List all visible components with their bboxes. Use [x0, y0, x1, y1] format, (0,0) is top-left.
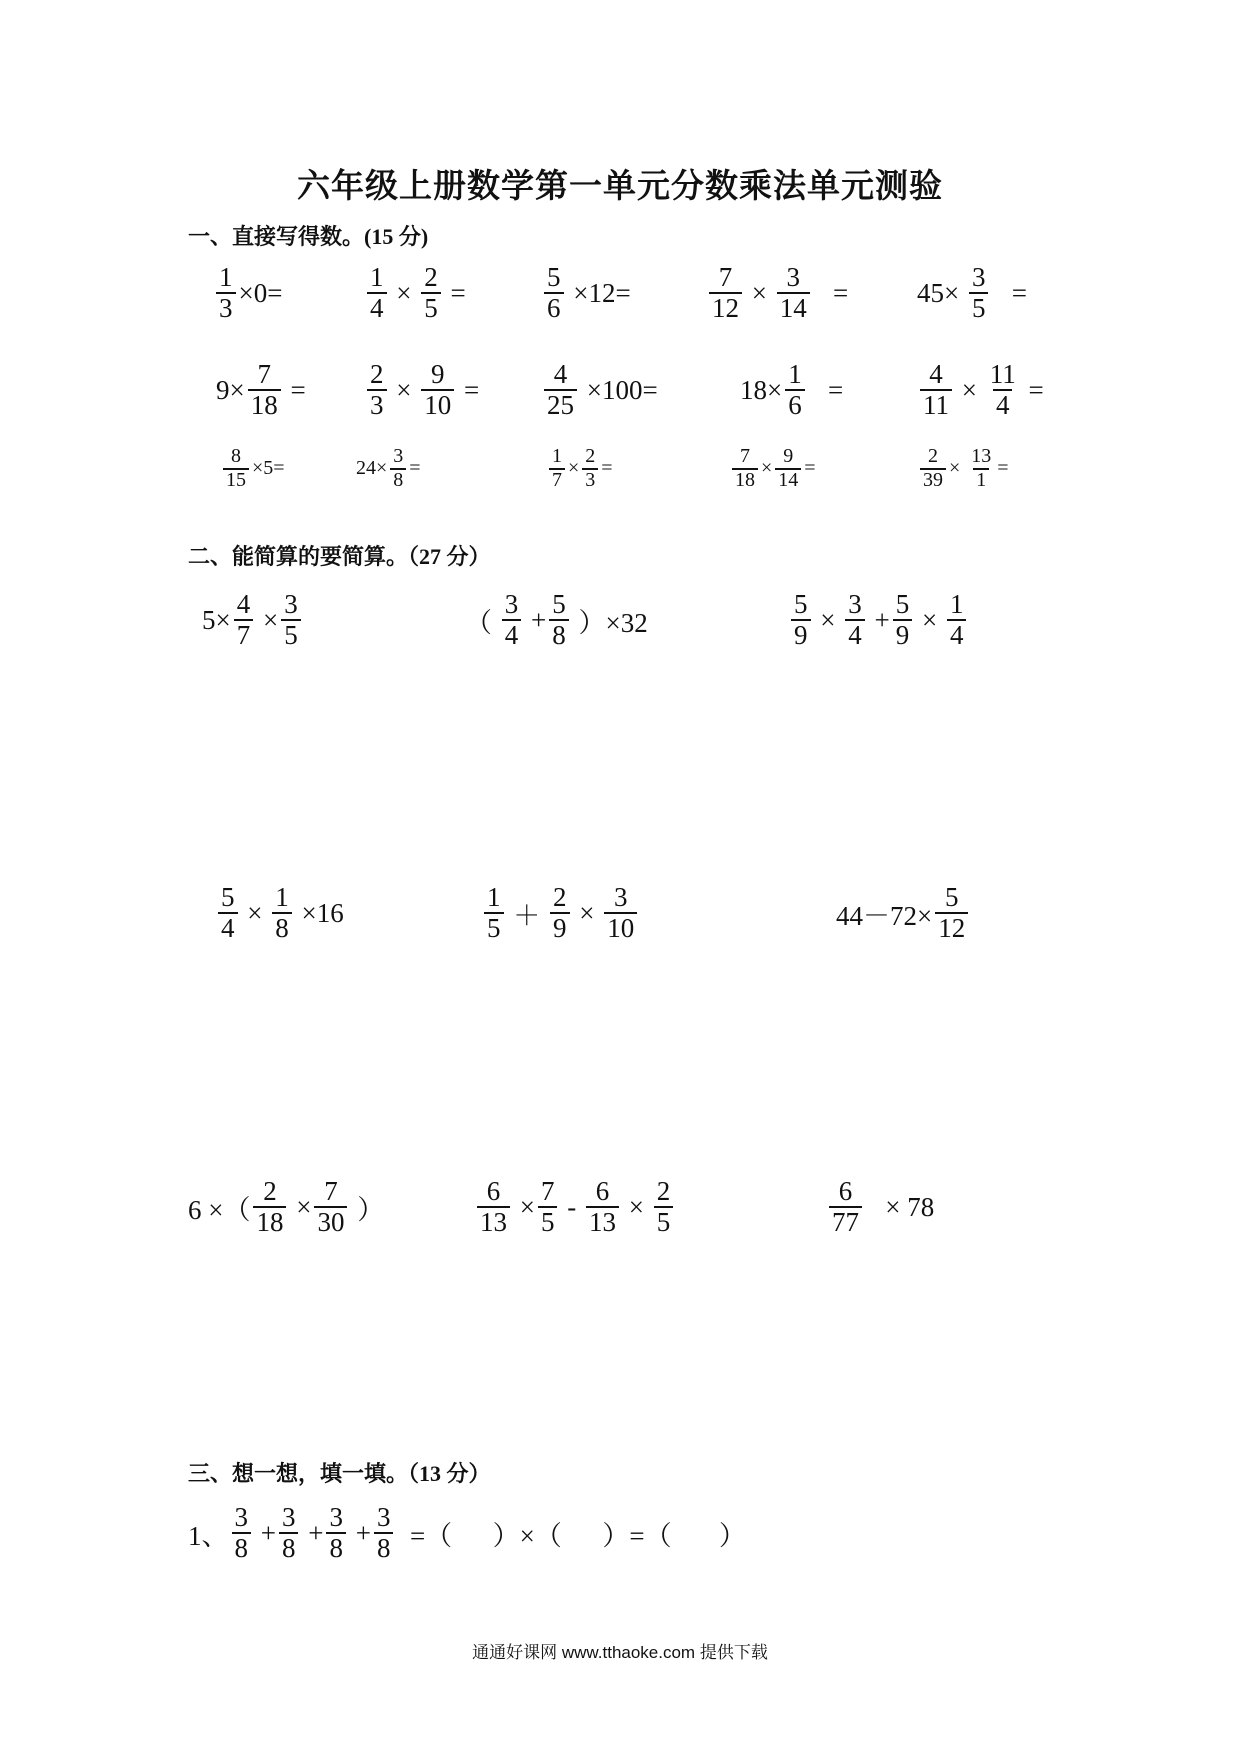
fraction-numerator: 9: [783, 445, 794, 467]
fraction-numerator: 1: [949, 589, 964, 619]
fraction-numerator: 3: [971, 262, 986, 292]
fraction: [538, 1177, 558, 1237]
fraction-numerator: 3: [376, 1502, 391, 1532]
fraction-denominator: 3: [216, 292, 236, 323]
problem-expression: [788, 590, 969, 650]
problem-expression: [836, 883, 971, 943]
expression-text: 45×: [917, 277, 966, 308]
expression-text: 24×: [356, 457, 388, 480]
expression-text: ×: [513, 1191, 535, 1222]
expression-text: +: [348, 1517, 371, 1548]
fraction-numerator: 7: [540, 1176, 555, 1206]
fraction-denominator: 6: [544, 292, 564, 323]
fraction: [390, 446, 406, 491]
fraction: [604, 883, 637, 943]
section-1-heading: 一、直接写得数。(15 分): [188, 224, 429, 249]
expression-text: ×: [568, 457, 580, 480]
fraction: [484, 883, 504, 943]
fraction: [367, 360, 387, 420]
expression-text: ×16: [294, 897, 344, 928]
expression-text: ×: [761, 457, 773, 480]
expression-text: =: [1021, 374, 1044, 405]
fraction-numerator: 3: [848, 589, 862, 619]
fraction: [216, 263, 236, 323]
problem-expression: [220, 446, 285, 491]
fraction-numerator: 1: [552, 445, 562, 467]
fraction-denominator: 8: [272, 912, 292, 943]
fraction: [253, 1177, 286, 1237]
fraction: [367, 263, 387, 323]
fraction-denominator: 4: [502, 619, 522, 650]
fraction-numerator: 3: [284, 589, 298, 619]
fraction: [709, 263, 742, 323]
fraction: [218, 883, 238, 943]
fraction-denominator: 9: [893, 619, 913, 650]
fraction-denominator: 6: [785, 389, 805, 420]
fraction: [775, 446, 801, 491]
problem-expression: [826, 1177, 934, 1237]
fraction: [421, 263, 441, 323]
page-title: 六年级上册数学第一单元分数乘法单元测验: [297, 169, 943, 205]
problem-expression: [917, 446, 1009, 491]
problem-expression: [356, 446, 421, 491]
fraction-denominator: 77: [829, 1206, 862, 1237]
expression-text: 18×: [740, 374, 783, 405]
expression-text: ×: [813, 604, 843, 635]
expression-text: =: [443, 277, 466, 308]
fraction-numerator: 1: [487, 882, 501, 912]
fraction-numerator: 2: [424, 262, 438, 292]
fraction-numerator: 4: [236, 589, 251, 619]
fraction-denominator: 14: [775, 468, 801, 492]
fraction: [550, 883, 570, 943]
fraction-numerator: 3: [234, 1502, 248, 1532]
fraction: [654, 1177, 674, 1237]
fraction: [987, 360, 1019, 420]
fraction-denominator: 10: [604, 912, 637, 943]
fraction-denominator: 13: [586, 1206, 619, 1237]
expression-text: 9×: [216, 374, 245, 405]
footer-credit: 通通好课网 www.tthaoke.com 提供下载: [472, 1643, 768, 1662]
expression-text: -: [560, 1191, 583, 1222]
fraction-numerator: 11: [989, 359, 1016, 389]
fraction-numerator: 7: [718, 262, 733, 292]
fraction: [549, 446, 565, 491]
expression-text: +: [301, 1517, 324, 1548]
fraction: [279, 1503, 299, 1563]
problem-expression: [474, 1177, 676, 1237]
fraction-numerator: 3: [393, 445, 404, 467]
expression-text: =: [457, 374, 480, 405]
expression-text: =（ ）×（ ）=（ ）: [396, 1520, 746, 1551]
fraction-numerator: 1: [788, 359, 802, 389]
expression-text: ×0=: [238, 277, 283, 308]
expression-text: 5×: [202, 604, 231, 635]
fraction-denominator: 25: [544, 389, 577, 420]
problem-expression: [541, 263, 631, 323]
fraction-numerator: 9: [430, 359, 445, 389]
fraction: [791, 590, 811, 650]
fraction-denominator: 11: [920, 389, 952, 420]
fraction: [272, 883, 292, 943]
fraction-denominator: 5: [484, 912, 504, 943]
fraction-numerator: 2: [656, 1176, 671, 1206]
expression-text: ×: [955, 374, 984, 405]
fraction: [234, 590, 254, 650]
problem-expression: [917, 263, 1027, 323]
expression-text: ×: [389, 277, 419, 308]
fraction-denominator: 7: [234, 619, 254, 650]
fraction: [947, 590, 967, 650]
expression-text: ＋: [506, 900, 547, 931]
problem-expression: [917, 360, 1044, 420]
fraction-numerator: 1: [219, 262, 233, 292]
expression-text: ×: [256, 604, 279, 635]
fraction-denominator: 39: [920, 468, 946, 492]
problem-expression: [364, 360, 479, 420]
fraction: [544, 263, 564, 323]
expression-text: ）: [350, 1194, 385, 1225]
problem-expression: [202, 590, 304, 650]
fraction: [893, 590, 913, 650]
section-3-heading: 三、想一想，填一填。（13 分）: [188, 1461, 491, 1486]
fraction: [920, 360, 952, 420]
problem-expression: [706, 263, 848, 323]
expression-text: ×: [745, 277, 774, 308]
fraction-numerator: 2: [370, 359, 384, 389]
fraction: [248, 360, 281, 420]
fraction-numerator: 2: [553, 882, 567, 912]
expression-text: +: [524, 604, 547, 635]
fraction: [314, 1177, 347, 1237]
fraction-denominator: 1: [973, 468, 989, 492]
problem-expression: [465, 590, 648, 650]
fraction-numerator: 6: [595, 1176, 610, 1206]
fraction-numerator: 3: [613, 882, 628, 912]
fraction-denominator: 3: [582, 468, 598, 492]
fraction-denominator: 4: [993, 389, 1013, 420]
fraction-numerator: 3: [281, 1502, 296, 1532]
fraction-denominator: 8: [279, 1532, 299, 1563]
problem-expression: [364, 263, 466, 323]
fraction-numerator: 5: [794, 589, 808, 619]
fraction-numerator: 1: [275, 882, 289, 912]
fraction-numerator: 4: [553, 359, 568, 389]
fraction: [777, 263, 810, 323]
expression-text: ×: [289, 1191, 312, 1222]
fraction-numerator: 7: [740, 445, 750, 467]
fraction-denominator: 7: [549, 468, 565, 492]
fraction-denominator: 4: [218, 912, 238, 943]
fraction-denominator: 5: [654, 1206, 674, 1237]
fraction-denominator: 12: [709, 292, 742, 323]
expression-text: 44－72×: [836, 900, 933, 931]
fraction-numerator: 5: [895, 589, 910, 619]
fraction-denominator: 15: [223, 468, 249, 492]
fraction-denominator: 12: [935, 912, 968, 943]
fraction-numerator: 2: [263, 1176, 277, 1206]
fraction-denominator: 8: [232, 1532, 252, 1563]
fraction: [732, 446, 758, 491]
fraction-numerator: 5: [552, 589, 566, 619]
problem-expression: [188, 1177, 384, 1237]
expression-text: ）×32: [571, 607, 648, 638]
fraction: [829, 1177, 862, 1237]
fraction: [223, 446, 249, 491]
fraction-denominator: 8: [326, 1532, 346, 1563]
fraction: [374, 1503, 394, 1563]
expression-text: ×12=: [566, 277, 631, 308]
problem-expression: [216, 360, 306, 420]
fraction-denominator: 14: [777, 292, 810, 323]
fraction: [785, 360, 805, 420]
expression-text: =: [601, 457, 613, 480]
fraction-denominator: 18: [248, 389, 281, 420]
expression-text: 1、: [188, 1520, 229, 1551]
fraction-denominator: 4: [947, 619, 967, 650]
fraction: [549, 590, 569, 650]
problem-expression: [546, 446, 613, 491]
expression-text: ×100=: [580, 374, 658, 405]
expression-text: =: [804, 457, 816, 480]
fraction: [232, 1503, 252, 1563]
fraction: [968, 446, 994, 491]
fraction-denominator: 5: [969, 292, 989, 323]
problem-expression: [541, 360, 658, 420]
fraction: [502, 590, 522, 650]
fraction-denominator: 4: [367, 292, 387, 323]
section-2-heading: 二、能简算的要简算。（27 分）: [188, 544, 491, 569]
fraction-numerator: 5: [221, 882, 235, 912]
fraction-numerator: 5: [547, 262, 561, 292]
fraction-numerator: 2: [928, 445, 938, 467]
fraction: [582, 446, 598, 491]
expression-text: =: [283, 374, 306, 405]
fraction-denominator: 5: [281, 619, 301, 650]
fraction: [477, 1177, 510, 1237]
fraction-numerator: 3: [786, 262, 800, 292]
fraction-denominator: 3: [367, 389, 387, 420]
fraction-denominator: 8: [374, 1532, 394, 1563]
fraction: [281, 590, 301, 650]
fraction-numerator: 2: [585, 445, 596, 467]
expression-text: ×: [949, 457, 966, 480]
fraction-numerator: 6: [838, 1176, 853, 1206]
fraction-denominator: 8: [549, 619, 569, 650]
expression-text: ×: [621, 1191, 651, 1222]
fraction-denominator: 9: [791, 619, 811, 650]
fraction-denominator: 18: [732, 468, 758, 492]
problem-expression: [215, 883, 344, 943]
expression-text: ×: [389, 374, 419, 405]
fraction-denominator: 8: [390, 468, 406, 492]
problem-expression: [481, 883, 640, 943]
fraction: [544, 360, 577, 420]
fraction-denominator: 13: [477, 1206, 510, 1237]
fraction-numerator: 7: [324, 1176, 338, 1206]
fraction: [586, 1177, 619, 1237]
expression-text: ×: [240, 897, 270, 928]
fraction-numerator: 3: [329, 1502, 343, 1532]
problem-expression: [729, 446, 816, 491]
fraction-denominator: 10: [421, 389, 454, 420]
expression-text: =: [409, 457, 421, 480]
fraction-denominator: 4: [845, 619, 865, 650]
expression-text: （: [465, 607, 499, 638]
fraction-denominator: 9: [550, 912, 570, 943]
fraction-numerator: 7: [257, 359, 271, 389]
expression-text: =: [812, 277, 849, 308]
fraction: [326, 1503, 346, 1563]
fraction-numerator: 6: [486, 1176, 501, 1206]
expression-text: +: [254, 1517, 276, 1548]
fraction-denominator: 18: [253, 1206, 286, 1237]
expression-text: +: [867, 604, 890, 635]
fraction: [845, 590, 865, 650]
expression-text: =: [807, 374, 844, 405]
expression-text: ×5=: [252, 457, 285, 480]
expression-text: 6 ×（: [188, 1194, 251, 1225]
fraction: [421, 360, 454, 420]
fraction-numerator: 5: [944, 882, 959, 912]
expression-text: =: [991, 277, 1027, 308]
fraction-numerator: 1: [370, 262, 384, 292]
fill-in-question: [188, 1503, 746, 1563]
fraction: [920, 446, 946, 491]
fraction: [969, 263, 989, 323]
problem-expression: [213, 263, 282, 323]
fraction-denominator: 30: [314, 1206, 347, 1237]
problem-expression: [740, 360, 843, 420]
fraction-numerator: 8: [231, 445, 241, 467]
fraction-numerator: 4: [929, 359, 943, 389]
expression-text: =: [997, 457, 1009, 480]
fraction-numerator: 13: [971, 445, 992, 467]
expression-text: × 78: [865, 1191, 935, 1222]
fraction: [935, 883, 968, 943]
expression-text: ×: [572, 897, 602, 928]
fraction-denominator: 5: [538, 1206, 558, 1237]
fraction-denominator: 5: [421, 292, 441, 323]
fraction-numerator: 3: [504, 589, 519, 619]
expression-text: ×: [915, 604, 944, 635]
